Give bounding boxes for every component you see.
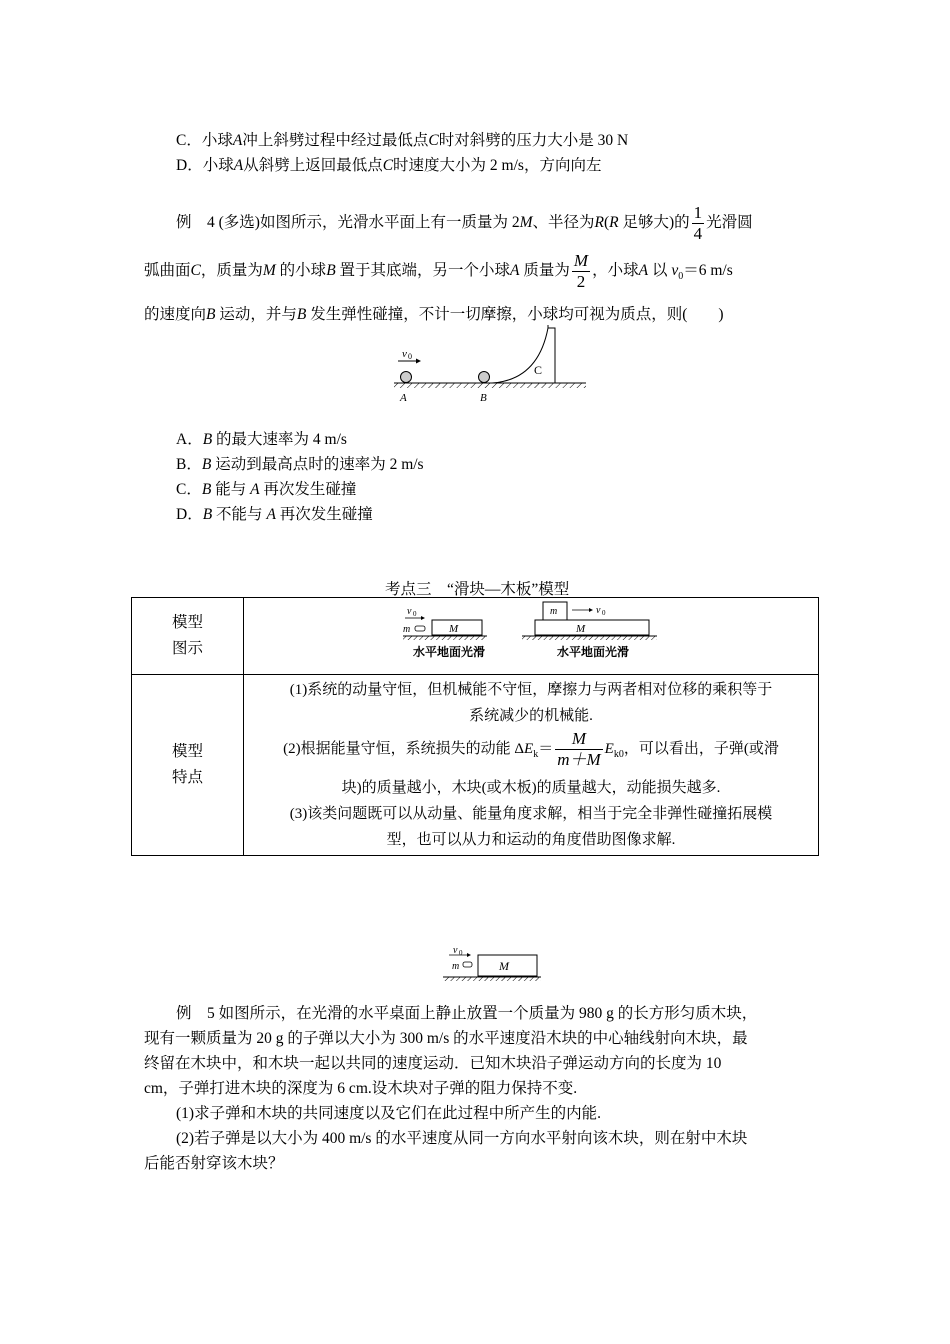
row-header-features bbox=[132, 675, 244, 856]
text: ＝6 m/s bbox=[683, 262, 733, 280]
example5-line-4: cm，子弹打进木块的深度为 6 cm.设木块对子弹的阻力保持不变. bbox=[144, 1080, 578, 1097]
ground-hatch bbox=[522, 636, 657, 640]
subscript: 0 bbox=[678, 271, 684, 283]
option-text: 小球 bbox=[201, 132, 233, 149]
var: M bbox=[519, 214, 533, 232]
text: 例 4 (多选)如图所示，光滑水平面上有一质量为 2 bbox=[176, 214, 520, 232]
feature-2-line-1 bbox=[252, 729, 810, 775]
row-header-diagram bbox=[132, 598, 244, 675]
v0-subscript: 0 bbox=[408, 352, 412, 361]
example4-option-b bbox=[176, 452, 424, 474]
prev-option-d bbox=[176, 153, 601, 175]
example4-option-d bbox=[176, 502, 373, 524]
example5-question-2-line-1: (2)若子弹是以大小为 400 m/s 的水平速度从同一方向水平射向该木块，则在射中木块 bbox=[176, 1130, 748, 1147]
arrow-head-icon bbox=[416, 359, 421, 364]
example5-figure bbox=[441, 945, 545, 983]
feature-3-line-1: (3)该类问题既可以从动量、能量角度求解，相当于完全非弹性碰撞拓展模 bbox=[289, 806, 773, 822]
text: ，质量为 bbox=[200, 262, 263, 280]
option-var: B bbox=[202, 506, 213, 523]
text: ，可以看出，子弹(或滑 bbox=[623, 741, 779, 757]
arrow-head-icon bbox=[467, 953, 471, 957]
text: 发生弹性碰撞，不计一切摩擦，小球均可视为质点，则( ) bbox=[306, 306, 724, 323]
example5-question-1: (1)求子弹和木块的共同速度以及它们在此过程中所产生的内能. bbox=[176, 1105, 601, 1122]
text: 光滑圆 bbox=[706, 214, 753, 232]
var: C bbox=[190, 262, 201, 280]
var: E bbox=[524, 741, 534, 757]
block-label: M bbox=[499, 959, 509, 973]
diagram-cell bbox=[244, 598, 819, 675]
table-row-diagram bbox=[132, 598, 819, 675]
arrow-head-icon bbox=[421, 616, 425, 620]
example4-option-c bbox=[176, 477, 356, 499]
text: 运动，并与 bbox=[215, 306, 297, 323]
option-text: 时对斜劈的压力大小是 30 N bbox=[438, 132, 629, 149]
option-label: A． bbox=[176, 431, 203, 448]
frac-num: M bbox=[573, 251, 589, 270]
ball-a bbox=[401, 372, 412, 383]
text: 、半径为 bbox=[532, 214, 595, 232]
figure-bullet-block bbox=[403, 606, 487, 659]
example4-line1 bbox=[176, 203, 753, 244]
var: A bbox=[638, 262, 649, 280]
frac-num: 1 bbox=[693, 203, 703, 222]
option-text: 的最大速率为 4 m/s bbox=[212, 431, 347, 448]
option-var: A bbox=[266, 506, 276, 523]
option-label: D． bbox=[176, 157, 203, 174]
var: v bbox=[671, 262, 679, 280]
subscript: k0 bbox=[613, 749, 624, 760]
bullet-label: m bbox=[403, 624, 411, 635]
v0-label: v bbox=[407, 606, 412, 617]
example5-line-2: 现有一颗质量为 20 g 的子弹以大小为 300 m/s 的水平速度沿木块的中心轴线射向木块，最 bbox=[144, 1030, 748, 1047]
example5-line-3: 终留在木块中，和木块一起以共同的速度运动．已知木块沿子弹运动方向的长度为 10 bbox=[144, 1055, 722, 1072]
frac-den: 4 bbox=[693, 224, 703, 243]
option-label: C． bbox=[176, 132, 202, 149]
var: B bbox=[326, 262, 336, 280]
fraction-energy bbox=[555, 729, 602, 770]
section-title: 考点三 “滑块—木板”模型 bbox=[385, 581, 570, 598]
var: M bbox=[262, 262, 276, 280]
v0-subscript: 0 bbox=[459, 949, 463, 957]
option-var: B bbox=[201, 481, 212, 498]
text: 足够大)的 bbox=[618, 214, 690, 232]
text: ，小球 bbox=[592, 262, 639, 280]
var: B bbox=[296, 306, 307, 323]
option-label: D． bbox=[176, 506, 203, 523]
option-text: 从斜劈上返回最低点 bbox=[243, 157, 383, 174]
example5-question-2-line-2: 后能否射穿该木块？ bbox=[144, 1155, 284, 1172]
arrow-head-icon bbox=[589, 608, 593, 612]
model-table bbox=[131, 597, 819, 856]
slider-label: m bbox=[550, 606, 558, 617]
text: ( bbox=[603, 214, 610, 232]
text: 质量为 bbox=[519, 262, 570, 280]
ground-hatch bbox=[403, 636, 487, 640]
label-a: A bbox=[400, 392, 407, 404]
bullet-icon bbox=[463, 962, 472, 967]
header-line: 图示 bbox=[171, 640, 203, 657]
text: 以 bbox=[648, 262, 672, 280]
option-text: 时速度大小为 2 m/s，方向向左 bbox=[393, 157, 602, 174]
feature-2-line-2: 块)的质量越小，木块(或木板)的质量越大，动能损失越多. bbox=[341, 780, 721, 796]
option-text: 小球 bbox=[202, 157, 234, 174]
option-text: 冲上斜劈过程中经过最低点 bbox=[242, 132, 429, 149]
model-diagrams bbox=[245, 599, 817, 673]
label-c: C bbox=[534, 363, 543, 377]
v0-subscript: 0 bbox=[602, 609, 606, 617]
bullet-label: m bbox=[452, 961, 460, 972]
option-text: 再次发生碰撞 bbox=[275, 506, 373, 523]
text: 弧曲面 bbox=[144, 262, 191, 280]
option-var: A bbox=[232, 132, 243, 149]
board-label: M bbox=[576, 623, 586, 635]
var: E bbox=[604, 741, 614, 757]
option-var: B bbox=[202, 431, 213, 448]
arc-block-c bbox=[492, 328, 555, 383]
option-var: C bbox=[382, 157, 394, 174]
v0-label: v bbox=[596, 605, 601, 616]
example4-figure bbox=[388, 322, 592, 406]
option-text: 不能与 bbox=[212, 506, 267, 523]
figure-block-board bbox=[522, 602, 657, 659]
frac-num: M bbox=[571, 729, 587, 749]
frac-den: 2 bbox=[572, 271, 590, 292]
features-cell bbox=[244, 675, 819, 856]
option-text: 再次发生碰撞 bbox=[259, 481, 357, 498]
option-label: C． bbox=[176, 481, 202, 498]
table-row-features bbox=[132, 675, 819, 856]
ground-hatch bbox=[443, 977, 541, 981]
fraction-m-half bbox=[572, 251, 590, 292]
subscript: k bbox=[533, 749, 539, 760]
var: B bbox=[206, 306, 216, 323]
example4-line3 bbox=[144, 302, 724, 324]
option-label: B． bbox=[176, 456, 202, 473]
header-line: 模型 bbox=[171, 614, 203, 631]
example4-line2 bbox=[144, 251, 733, 297]
text: (2)根据能量守恒，系统损失的动能 Δ bbox=[283, 741, 525, 757]
v0-label: v bbox=[402, 348, 407, 360]
text: 置于其底端，另一个小球 bbox=[335, 262, 511, 280]
ball-b bbox=[479, 372, 490, 383]
var: A bbox=[510, 262, 520, 280]
block-label: M bbox=[449, 623, 459, 635]
option-text: 运动到最高点时的速率为 2 m/s bbox=[211, 456, 424, 473]
option-text: 能与 bbox=[211, 481, 251, 498]
header-line: 模型 bbox=[171, 743, 203, 760]
v0-subscript: 0 bbox=[413, 610, 417, 618]
caption: 水平地面光滑 bbox=[413, 645, 486, 659]
v0-label: v bbox=[453, 945, 458, 956]
option-var: A bbox=[250, 481, 260, 498]
option-var: A bbox=[233, 157, 244, 174]
text: 的速度向 bbox=[144, 306, 207, 323]
board-m bbox=[535, 620, 649, 635]
var: R bbox=[594, 214, 604, 232]
example4-option-a bbox=[176, 427, 347, 449]
var: R bbox=[609, 214, 619, 232]
text: 的小球 bbox=[275, 262, 327, 280]
header-line: 特点 bbox=[171, 769, 203, 786]
feature-1-line-1: (1)系统的动量守恒，但机械能不守恒，摩擦力与两者相对位移的乘积等于 bbox=[289, 682, 773, 698]
feature-3-line-2: 型，也可以从力和运动的角度借助图像求解. bbox=[386, 832, 676, 848]
caption: 水平地面光滑 bbox=[557, 645, 630, 659]
option-var: C bbox=[428, 132, 439, 149]
option-var: B bbox=[201, 456, 212, 473]
label-b: B bbox=[480, 392, 487, 404]
feature-1-line-2: 系统减少的机械能. bbox=[469, 708, 593, 724]
frac-den: m＋M bbox=[557, 750, 601, 770]
ground-hatch bbox=[394, 383, 586, 388]
fraction-quarter bbox=[692, 203, 705, 244]
prev-option-c bbox=[176, 128, 628, 150]
text: ＝ bbox=[538, 741, 554, 757]
example5-line-1: 例 5 如图所示，在光滑的水平桌面上静止放置一个质量为 980 g 的长方形匀质木块， bbox=[176, 1005, 758, 1022]
bullet-icon bbox=[415, 626, 425, 631]
